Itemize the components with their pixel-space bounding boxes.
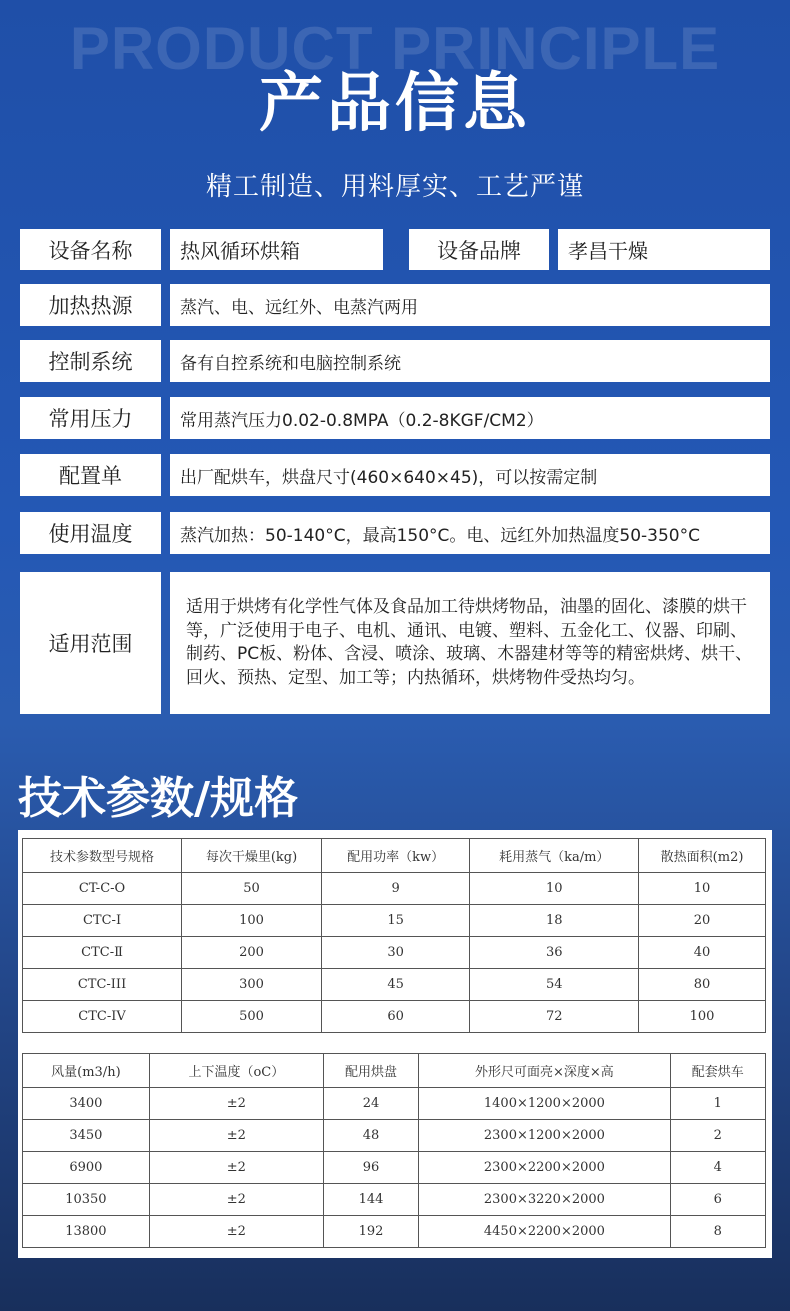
- info-row-value: 备有自控系统和电脑控制系统: [170, 340, 770, 382]
- table-cell: 10: [470, 873, 639, 905]
- info-row-label: 加热热源: [20, 284, 161, 326]
- table-cell: 8: [670, 1216, 765, 1248]
- table-cell: 24: [323, 1088, 418, 1120]
- table-header-cell: 配用功率（kw）: [321, 839, 469, 873]
- table-row: [23, 873, 766, 905]
- table-cell: 2: [670, 1120, 765, 1152]
- table-header-cell: 配用烘盘: [323, 1054, 418, 1088]
- info-row-value: 常用蒸汽压力0.02-0.8MPA（0.2-8KGF/CM2）: [170, 397, 770, 439]
- table-cell: 200: [182, 937, 322, 969]
- table-cell: 50: [182, 873, 322, 905]
- table-cell: 2300×2200×2000: [419, 1152, 670, 1184]
- table-cell: CTC-I: [23, 905, 182, 937]
- table-header-row: [23, 839, 766, 873]
- table-cell: 30: [321, 937, 469, 969]
- table-cell: 20: [639, 905, 766, 937]
- table-cell: 54: [470, 969, 639, 1001]
- table-row: [23, 1088, 766, 1120]
- table-cell: 192: [323, 1216, 418, 1248]
- table-cell: CTC-IV: [23, 1001, 182, 1033]
- brand-label: 设备品牌: [409, 229, 549, 270]
- table-cell: 6: [670, 1184, 765, 1216]
- table-header-cell: 每次干燥里(kg): [182, 839, 322, 873]
- table-row: [23, 1184, 766, 1216]
- table-cell: 18: [470, 905, 639, 937]
- info-row-label: 控制系统: [20, 340, 161, 382]
- info-row-label: 配置单: [20, 454, 161, 496]
- table-cell: 3450: [23, 1120, 150, 1152]
- table-header-cell: 风量(m3/h): [23, 1054, 150, 1088]
- table-cell: 3400: [23, 1088, 150, 1120]
- table-cell: 72: [470, 1001, 639, 1033]
- table-cell: 13800: [23, 1216, 150, 1248]
- table-header-cell: 上下温度（oC）: [149, 1054, 323, 1088]
- spec-table-1: [22, 838, 766, 1033]
- table-cell: 2300×3220×2000: [419, 1184, 670, 1216]
- table-cell: 300: [182, 969, 322, 1001]
- table-row: [23, 1120, 766, 1152]
- table-cell: 80: [639, 969, 766, 1001]
- info-row-value: 适用于烘烤有化学性气体及食品加工待烘烤物品，油墨的固化、漆膜的烘干等，广泛使用于电子、电机、通讯、电镀、塑料、五金化工、仪器、印刷、制药、PC板、粉体、含浸、喷涂、玻璃、木器建材等等的精密烘烤、烘干、回火、预热、定型、加工等；内热循环，烘烤物件受热均匀。: [170, 572, 770, 714]
- table-header-cell: 耗用蒸气（ka/m）: [470, 839, 639, 873]
- table-cell: 45: [321, 969, 469, 1001]
- table-header-row: [23, 1054, 766, 1088]
- brand-value: 孝昌干燥: [558, 229, 770, 270]
- table-header-cell: 配套烘车: [670, 1054, 765, 1088]
- table-cell: 96: [323, 1152, 418, 1184]
- table-cell: CTC-Ⅱ: [23, 937, 182, 969]
- table-cell: ±2: [149, 1184, 323, 1216]
- table-cell: 15: [321, 905, 469, 937]
- table-cell: ±2: [149, 1152, 323, 1184]
- table-cell: 36: [470, 937, 639, 969]
- spec-table-2: [22, 1053, 766, 1248]
- watermark-text: PRODUCT PRINCIPLE: [69, 15, 721, 82]
- table-cell: 60: [321, 1001, 469, 1033]
- table-cell: 100: [182, 905, 322, 937]
- table-cell: CT-C-O: [23, 873, 182, 905]
- info-row-label: 常用压力: [20, 397, 161, 439]
- page-subtitle: 精工制造、用料厚实、工艺严谨: [205, 172, 584, 202]
- table-header-cell: 外形尺可面亮×深度×高: [419, 1054, 670, 1088]
- table-row: [23, 1216, 766, 1248]
- name-label: 设备名称: [20, 229, 161, 270]
- table-cell: 4450×2200×2000: [419, 1216, 670, 1248]
- table-cell: CTC-III: [23, 969, 182, 1001]
- table-row: [23, 1001, 766, 1033]
- table-cell: ±2: [149, 1088, 323, 1120]
- table-cell: ±2: [149, 1120, 323, 1152]
- specs-panel: [18, 830, 772, 1258]
- specs-title: 技术参数/规格: [18, 773, 299, 824]
- table-cell: 48: [323, 1120, 418, 1152]
- table-header-cell: 技术参数型号规格: [23, 839, 182, 873]
- table-cell: 2300×1200×2000: [419, 1120, 670, 1152]
- info-row-label: 使用温度: [20, 512, 161, 554]
- table-cell: 500: [182, 1001, 322, 1033]
- table-cell: 10: [639, 873, 766, 905]
- table-cell: 40: [639, 937, 766, 969]
- page-title: 产品信息: [259, 67, 531, 141]
- info-row-label: 适用范围: [20, 572, 161, 714]
- table-cell: 10350: [23, 1184, 150, 1216]
- table-cell: 100: [639, 1001, 766, 1033]
- info-row-value: 蒸汽、电、远红外、电蒸汽两用: [170, 284, 770, 326]
- table-row: [23, 905, 766, 937]
- table-cell: 1400×1200×2000: [419, 1088, 670, 1120]
- table-cell: 6900: [23, 1152, 150, 1184]
- info-row-value: 蒸汽加热：50-140°C，最高150°C。电、远红外加热温度50-350°C: [170, 512, 770, 554]
- table-cell: 4: [670, 1152, 765, 1184]
- table-row: [23, 969, 766, 1001]
- table-cell: 1: [670, 1088, 765, 1120]
- table-header-cell: 散热面积(m2): [639, 839, 766, 873]
- name-value: 热风循环烘箱: [170, 229, 383, 270]
- table-row: [23, 1152, 766, 1184]
- info-row-value: 出厂配烘车，烘盘尺寸(460×640×45)，可以按需定制: [170, 454, 770, 496]
- table-cell: ±2: [149, 1216, 323, 1248]
- table-cell: 9: [321, 873, 469, 905]
- table-row: [23, 937, 766, 969]
- table-cell: 144: [323, 1184, 418, 1216]
